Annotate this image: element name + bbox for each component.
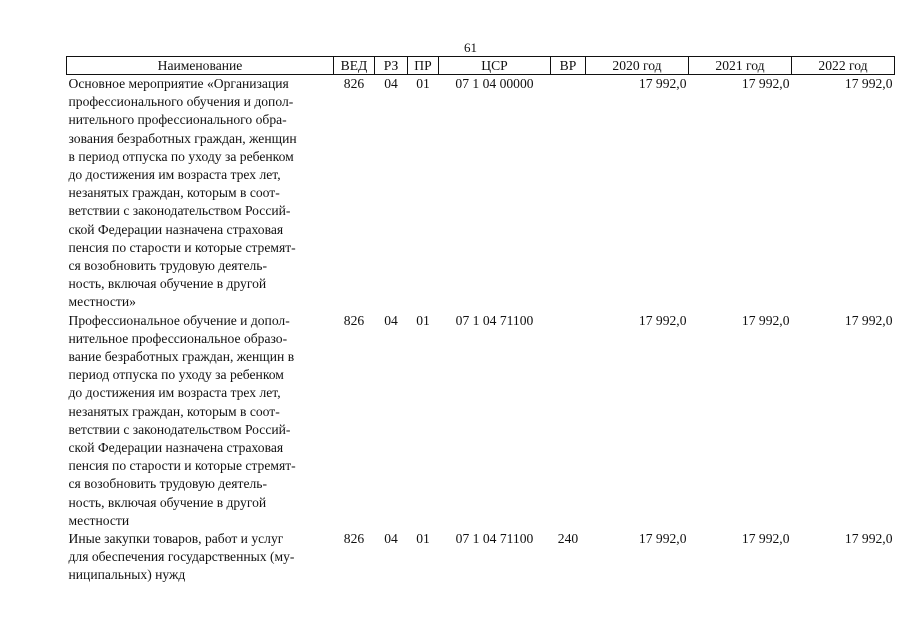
row-ved: 826 (343, 531, 365, 547)
row-name: Основное мероприятие «Организация профессионального обучения и допол- нительного профессионального обра- зования безработных граждан, женщин в период отпуска по уходу за ребенком до достижения им возраста трех лет, незанятых граждан, которым в соот- ветствии с законодательством Россий- ской Федерации назначена страховая пенсия по старости и которые стремят- ся возобновить трудовую деятель- ность, включая обучение в другой местности» (68, 76, 297, 310)
header-ved: ВЕД (334, 57, 375, 75)
budget-table (66, 56, 895, 585)
row-ved: 826 (343, 76, 365, 91)
row-name: Иные закупки товаров, работ и услуг для обеспечения государственных (му- ниципальных) нужд (68, 531, 295, 583)
row-2021: 17 992,0 (741, 531, 790, 547)
row-2022: 17 992,0 (844, 312, 893, 328)
header-vr: ВР (551, 57, 586, 75)
row-csr: 07 1 04 00000 (455, 76, 534, 91)
row-pr: 01 (416, 76, 430, 91)
row-2020: 17 992,0 (638, 531, 687, 547)
row-vr: 240 (557, 531, 579, 547)
row-csr: 07 1 04 71100 (455, 312, 534, 328)
header-2021: 2021 год (689, 57, 792, 75)
row-2021: 17 992,0 (741, 76, 790, 91)
header-rz: РЗ (375, 57, 408, 75)
header-2020: 2020 год (586, 57, 689, 75)
header-name: Наименование (67, 57, 334, 75)
row-ved: 826 (343, 312, 365, 328)
header-csr: ЦСР (439, 57, 551, 75)
row-pr: 01 (416, 312, 430, 328)
row-pr: 01 (416, 531, 430, 547)
row-rz: 04 (384, 312, 398, 328)
row-2022: 17 992,0 (844, 76, 893, 91)
row-2020: 17 992,0 (638, 312, 687, 328)
table-header (67, 57, 895, 75)
table-row (67, 530, 895, 585)
row-2022: 17 992,0 (844, 531, 893, 547)
header-2022: 2022 год (792, 57, 895, 75)
row-2021: 17 992,0 (741, 312, 790, 328)
header-pr: ПР (408, 57, 439, 75)
row-rz: 04 (384, 531, 398, 547)
row-vr (551, 312, 586, 530)
table-row (67, 312, 895, 530)
page-number: 61 (464, 40, 477, 55)
table-row (67, 75, 895, 312)
row-csr: 07 1 04 71100 (455, 531, 534, 547)
row-vr (551, 75, 586, 312)
row-rz: 04 (384, 76, 398, 91)
row-name: Профессиональное обучение и допол- нительное профессиональное образо- вание безработных граждан, женщин в период отпуска по уходу за ребенком до достижения им возраста трех лет, незанятых граждан, которым в соот- ветствии с законодательством Россий- ской Федерации назначена страховая пенсия по старости и которые стремят- ся возобновить трудовую деятель- ность, включая обучение в другой местности (68, 312, 296, 528)
row-2020: 17 992,0 (638, 76, 687, 91)
